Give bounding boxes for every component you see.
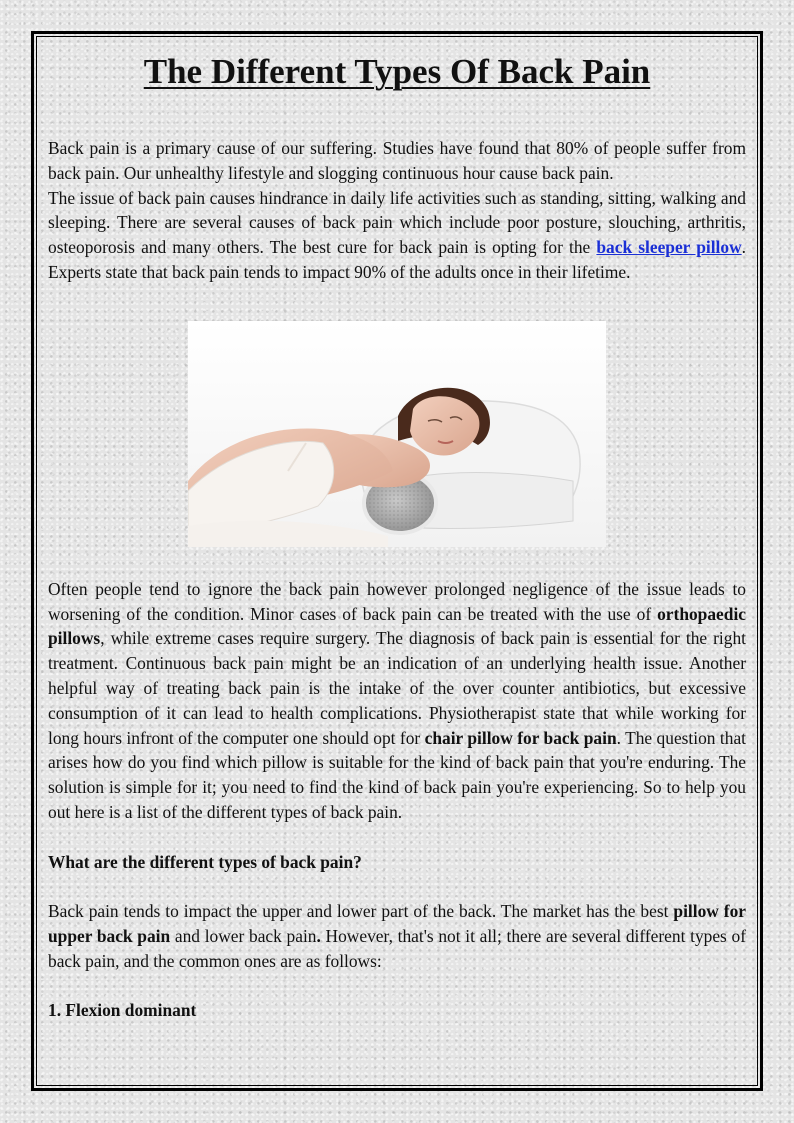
body-paragraph-1: Often people tend to ignore the back pain however prolonged negligence of the issue leads to worsening of the condition. Minor cases of back pain can be treated with the use of orthopaedic pillows, while extreme cases require surgery. The diagnosis of back pain is essential for the right treatment. Continuous back pain might be an indication of an underlying health issue. Another helpful way of treating back pain is the intake of the over counter antibiotics, but excessive consumption of it can lead to health complications. Physiotherapist state that while working for long hours infront of the computer one should opt for chair pillow for back pain. The question that arises how do you find which pillow is suitable for the kind of back pain that you're enduring. The solution is simple for it; you need to find the kind of back pain you're experiencing. So to help you out here is a list of the different types of back pain. — [48, 578, 747, 822]
back-sleeper-pillow-link[interactable]: back sleeper pillow — [596, 237, 742, 258]
woman-on-pillow-photo — [188, 321, 606, 547]
section-heading-types: What are the different types of back pain? — [48, 851, 362, 872]
upper-back-pillow-term: pillow for upper back pain — [48, 901, 746, 946]
section-heading-flexion: 1. Flexion dominant — [48, 1000, 197, 1021]
document-title: The Different Types Of Back Pain — [143, 52, 651, 91]
document-content — [48, 50, 746, 1023]
body-paragraph-2: Back pain tends to impact the upper and lower part of the back. The market has the best pillow for upper back pain and lower back pain. However, that's not it all; there are several different types of back pain, and the common ones are as follows: — [48, 901, 747, 971]
orthopaedic-pillows-term: orthopaedic pillows — [48, 603, 746, 649]
intro-paragraph-1: Back pain is a primary cause of our suffering. Studies have found that 80% of people suffer from back pain. Our unhealthy lifestyle and slogging continuous hour cause back pain. — [48, 138, 746, 183]
chair-pillow-term: chair pillow for back pain — [424, 727, 617, 748]
intro-paragraph-2: The issue of back pain causes hindrance in daily life activities such as standing, sitting, walking and sleeping. There are several causes of back pain which include poor posture, slouching, arthritis, osteoporosis and many others. The best cure for back pain is opting for the back sleeper pillow. Experts state that back pain tends to impact 90% of the adults once in their lifetime. — [48, 187, 746, 282]
